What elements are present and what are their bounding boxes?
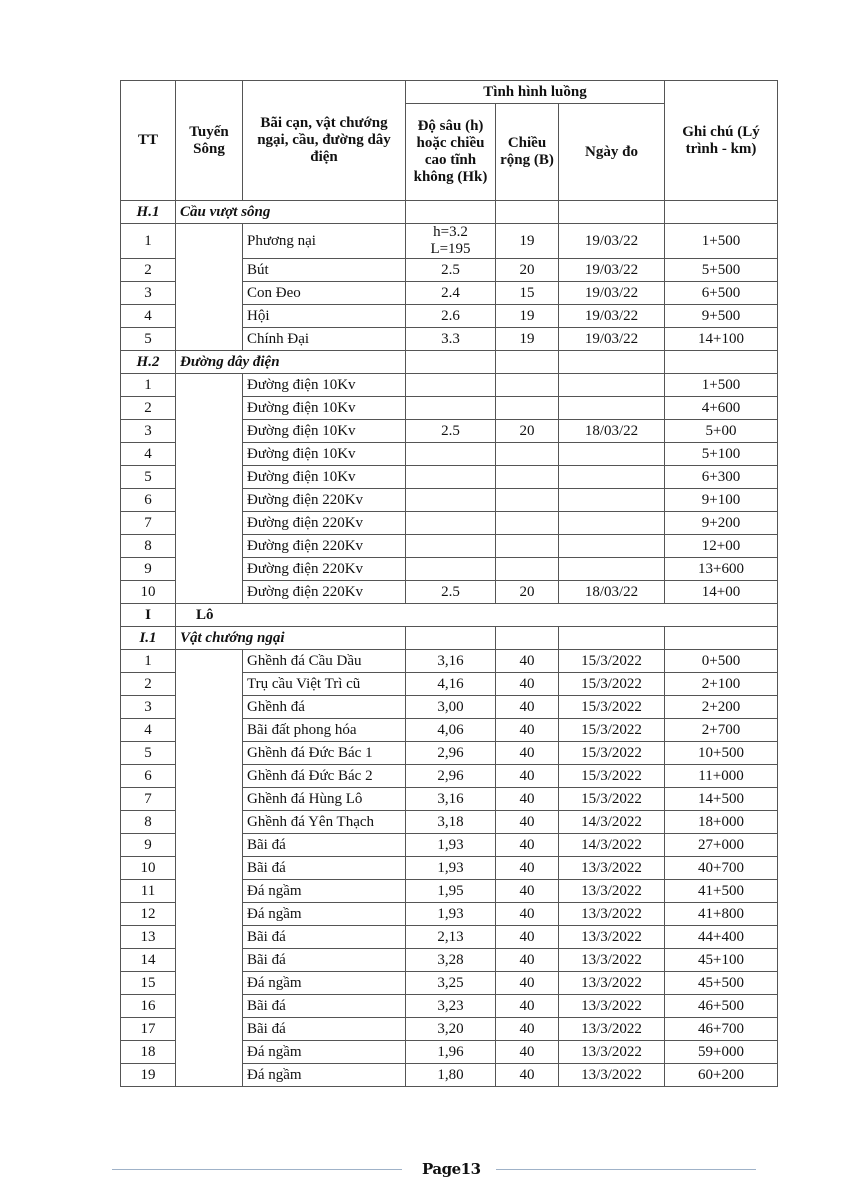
- obstacle-name: Đá ngầm: [243, 880, 406, 903]
- chainage-km: 9+500: [665, 305, 778, 328]
- empty-cell: [665, 201, 778, 224]
- river-route-cell: [176, 374, 243, 604]
- obstacle-name: Phương nại: [243, 224, 406, 259]
- depth-value: [406, 512, 496, 535]
- depth-value: 3,00: [406, 696, 496, 719]
- row-index: 19: [121, 1064, 176, 1087]
- survey-date: 19/03/22: [559, 224, 665, 259]
- section-code: I.1: [121, 627, 176, 650]
- obstacle-name: Đường điện 10Kv: [243, 374, 406, 397]
- river-route-cell: [176, 650, 243, 1087]
- width-value: 40: [496, 719, 559, 742]
- table-row: [121, 224, 778, 259]
- depth-value: 2.6: [406, 305, 496, 328]
- depth-value: 2.5: [406, 259, 496, 282]
- row-index: 3: [121, 420, 176, 443]
- obstacle-name: Đường điện 10Kv: [243, 397, 406, 420]
- row-index: 9: [121, 558, 176, 581]
- section-title: Đường dây điện: [176, 351, 406, 374]
- survey-date: 13/3/2022: [559, 995, 665, 1018]
- width-value: 40: [496, 788, 559, 811]
- depth-value: 2,96: [406, 765, 496, 788]
- chainage-km: 27+000: [665, 834, 778, 857]
- depth-value: 1,95: [406, 880, 496, 903]
- survey-date: 15/3/2022: [559, 788, 665, 811]
- survey-date: 15/3/2022: [559, 765, 665, 788]
- survey-date: 14/3/2022: [559, 811, 665, 834]
- chainage-km: 2+100: [665, 673, 778, 696]
- chainage-km: 9+100: [665, 489, 778, 512]
- footer-rule-right: [496, 1169, 756, 1170]
- width-value: [496, 443, 559, 466]
- depth-value: 4,06: [406, 719, 496, 742]
- row-index: 18: [121, 1041, 176, 1064]
- survey-date: [559, 489, 665, 512]
- depth-value: 3,16: [406, 650, 496, 673]
- depth-value: [406, 466, 496, 489]
- obstacle-name: Ghềnh đá: [243, 696, 406, 719]
- header-tt: TT: [121, 81, 176, 201]
- page-footer: [0, 1160, 849, 1180]
- chainage-km: 10+500: [665, 742, 778, 765]
- table-row: [121, 374, 778, 397]
- obstacle-name: Đường điện 220Kv: [243, 489, 406, 512]
- section-title: Vật chướng ngại: [176, 627, 406, 650]
- chainage-km: 60+200: [665, 1064, 778, 1087]
- header-ngay-do: Ngày đo: [559, 104, 665, 201]
- width-value: [496, 374, 559, 397]
- survey-date: 13/3/2022: [559, 972, 665, 995]
- row-index: 5: [121, 466, 176, 489]
- chainage-km: 5+100: [665, 443, 778, 466]
- row-index: 7: [121, 788, 176, 811]
- row-index: 3: [121, 696, 176, 719]
- width-value: 40: [496, 673, 559, 696]
- chainage-km: 45+100: [665, 949, 778, 972]
- chainage-km: 5+00: [665, 420, 778, 443]
- width-value: 40: [496, 696, 559, 719]
- depth-value: 2.5: [406, 581, 496, 604]
- chainage-km: 14+500: [665, 788, 778, 811]
- header-chieu-rong: Chiều rộng (B): [496, 104, 559, 201]
- obstacle-name: Con Đeo: [243, 282, 406, 305]
- chainage-km: 41+500: [665, 880, 778, 903]
- row-index: 6: [121, 489, 176, 512]
- width-value: 20: [496, 259, 559, 282]
- survey-date: 13/3/2022: [559, 880, 665, 903]
- width-value: 40: [496, 857, 559, 880]
- width-value: 20: [496, 581, 559, 604]
- depth-value: 3,16: [406, 788, 496, 811]
- row-index: 10: [121, 857, 176, 880]
- footer-rule-left: [112, 1169, 402, 1170]
- width-value: 40: [496, 742, 559, 765]
- chainage-km: 46+500: [665, 995, 778, 1018]
- survey-date: [559, 512, 665, 535]
- obstacle-name: Ghềnh đá Yên Thạch: [243, 811, 406, 834]
- obstacle-name: Bãi đá: [243, 995, 406, 1018]
- row-index: 17: [121, 1018, 176, 1041]
- survey-date: 13/3/2022: [559, 1018, 665, 1041]
- row-index: 3: [121, 282, 176, 305]
- width-value: 40: [496, 903, 559, 926]
- obstacle-name: Bãi đá: [243, 857, 406, 880]
- empty-cell: [665, 627, 778, 650]
- chainage-km: 45+500: [665, 972, 778, 995]
- empty-cell: [496, 351, 559, 374]
- obstacle-name: Bãi đá: [243, 949, 406, 972]
- survey-date: 13/3/2022: [559, 1064, 665, 1087]
- obstacle-name: Trụ cầu Việt Trì cũ: [243, 673, 406, 696]
- survey-date: 14/3/2022: [559, 834, 665, 857]
- depth-value: [406, 489, 496, 512]
- section-row: [121, 627, 778, 650]
- depth-value: 3,18: [406, 811, 496, 834]
- width-value: 40: [496, 1041, 559, 1064]
- row-index: 6: [121, 765, 176, 788]
- chainage-km: 13+600: [665, 558, 778, 581]
- section-row: [121, 604, 778, 627]
- chainage-km: 41+800: [665, 903, 778, 926]
- obstacle-name: Hội: [243, 305, 406, 328]
- obstacle-name: Ghềnh đá Đức Bác 1: [243, 742, 406, 765]
- header-tuyen-song: Tuyến Sông: [176, 81, 243, 201]
- depth-value: 4,16: [406, 673, 496, 696]
- chainage-km: 2+200: [665, 696, 778, 719]
- width-value: [496, 397, 559, 420]
- section-code: H.2: [121, 351, 176, 374]
- obstacle-name: Đường điện 10Kv: [243, 443, 406, 466]
- depth-value: 1,80: [406, 1064, 496, 1087]
- row-index: 4: [121, 305, 176, 328]
- empty-cell: [665, 351, 778, 374]
- row-index: 15: [121, 972, 176, 995]
- row-index: 14: [121, 949, 176, 972]
- chainage-km: 40+700: [665, 857, 778, 880]
- header-do-sau: Độ sâu (h) hoặc chiều cao tĩnh không (Hk): [406, 104, 496, 201]
- obstacle-name: Bãi đá: [243, 1018, 406, 1041]
- depth-value: [406, 397, 496, 420]
- page-number: Page13: [422, 1160, 481, 1178]
- survey-date: 15/3/2022: [559, 719, 665, 742]
- width-value: 40: [496, 1018, 559, 1041]
- empty-cell: [496, 627, 559, 650]
- chainage-km: 1+500: [665, 374, 778, 397]
- section-row: [121, 201, 778, 224]
- table-body: [121, 201, 778, 1087]
- chainage-km: 46+700: [665, 1018, 778, 1041]
- survey-date: 15/3/2022: [559, 742, 665, 765]
- depth-value: 3,28: [406, 949, 496, 972]
- survey-date: [559, 466, 665, 489]
- depth-value: 2.5: [406, 420, 496, 443]
- obstacle-name: Bãi đá: [243, 834, 406, 857]
- header-bai-can: Bãi cạn, vật chướng ngại, cầu, đường dây điện: [243, 81, 406, 201]
- survey-date: 15/3/2022: [559, 650, 665, 673]
- obstacle-name: Đường điện 10Kv: [243, 466, 406, 489]
- row-index: 8: [121, 535, 176, 558]
- row-index: 1: [121, 650, 176, 673]
- obstacle-name: Đường điện 220Kv: [243, 558, 406, 581]
- row-index: 12: [121, 903, 176, 926]
- obstacle-name: Đường điện 220Kv: [243, 535, 406, 558]
- section-code: I: [121, 604, 176, 627]
- chainage-km: 6+500: [665, 282, 778, 305]
- depth-value: 1,93: [406, 834, 496, 857]
- row-index: 5: [121, 328, 176, 351]
- survey-date: 18/03/22: [559, 420, 665, 443]
- obstacle-name: Đường điện 220Kv: [243, 581, 406, 604]
- depth-value: [406, 558, 496, 581]
- row-index: 1: [121, 374, 176, 397]
- row-index: 4: [121, 719, 176, 742]
- empty-cell: [559, 201, 665, 224]
- row-index: 2: [121, 673, 176, 696]
- width-value: 15: [496, 282, 559, 305]
- empty-cell: [406, 201, 496, 224]
- obstacle-name: Đường điện 220Kv: [243, 512, 406, 535]
- depth-value: 3,20: [406, 1018, 496, 1041]
- chainage-km: 9+200: [665, 512, 778, 535]
- depth-value: 2.4: [406, 282, 496, 305]
- survey-date: 15/3/2022: [559, 673, 665, 696]
- header-tinh-hinh-luong: Tình hình luồng: [406, 81, 665, 104]
- width-value: 40: [496, 811, 559, 834]
- row-index: 2: [121, 259, 176, 282]
- width-value: 19: [496, 224, 559, 259]
- section-row: [121, 351, 778, 374]
- obstacle-name: Ghềnh đá Hùng Lô: [243, 788, 406, 811]
- chainage-km: 14+100: [665, 328, 778, 351]
- survey-date: [559, 443, 665, 466]
- width-value: 19: [496, 305, 559, 328]
- chainage-km: 0+500: [665, 650, 778, 673]
- chainage-km: 6+300: [665, 466, 778, 489]
- survey-date: 19/03/22: [559, 282, 665, 305]
- width-value: [496, 489, 559, 512]
- chainage-km: 2+700: [665, 719, 778, 742]
- width-value: 40: [496, 880, 559, 903]
- row-index: 5: [121, 742, 176, 765]
- chainage-km: 11+000: [665, 765, 778, 788]
- depth-value: [406, 443, 496, 466]
- chainage-km: 59+000: [665, 1041, 778, 1064]
- survey-date: 13/3/2022: [559, 949, 665, 972]
- depth-value: 1,93: [406, 903, 496, 926]
- river-route-cell: [176, 224, 243, 351]
- depth-value: 3,25: [406, 972, 496, 995]
- depth-value: 2,13: [406, 926, 496, 949]
- width-value: [496, 512, 559, 535]
- survey-date: [559, 535, 665, 558]
- row-index: 16: [121, 995, 176, 1018]
- width-value: [496, 535, 559, 558]
- width-value: 40: [496, 995, 559, 1018]
- row-index: 2: [121, 397, 176, 420]
- chainage-km: 44+400: [665, 926, 778, 949]
- empty-cell: [406, 627, 496, 650]
- empty-cell: [559, 627, 665, 650]
- chainage-km: 4+600: [665, 397, 778, 420]
- width-value: [496, 466, 559, 489]
- width-value: [496, 558, 559, 581]
- depth-value: 1,96: [406, 1041, 496, 1064]
- width-value: 40: [496, 650, 559, 673]
- survey-date: 13/3/2022: [559, 1041, 665, 1064]
- row-index: 7: [121, 512, 176, 535]
- depth-value: 3.3: [406, 328, 496, 351]
- row-index: 8: [121, 811, 176, 834]
- row-index: 13: [121, 926, 176, 949]
- empty-cell: [559, 351, 665, 374]
- depth-value: 3,23: [406, 995, 496, 1018]
- survey-date: [559, 397, 665, 420]
- row-index: 1: [121, 224, 176, 259]
- chainage-km: 5+500: [665, 259, 778, 282]
- depth-value: 2,96: [406, 742, 496, 765]
- survey-date: 13/3/2022: [559, 926, 665, 949]
- obstacle-name: Bãi đất phong hóa: [243, 719, 406, 742]
- depth-value: h=3.2 L=195: [406, 224, 496, 259]
- survey-date: 19/03/22: [559, 305, 665, 328]
- obstacle-name: Bút: [243, 259, 406, 282]
- chainage-km: 14+00: [665, 581, 778, 604]
- obstacle-name: Bãi đá: [243, 926, 406, 949]
- obstacle-name: Đá ngầm: [243, 1041, 406, 1064]
- width-value: 40: [496, 834, 559, 857]
- header-ghi-chu: Ghi chú (Lý trình - km): [665, 81, 778, 201]
- row-index: 11: [121, 880, 176, 903]
- obstacle-name: Đá ngầm: [243, 1064, 406, 1087]
- obstacle-name: Đá ngầm: [243, 972, 406, 995]
- obstacle-name: Chính Đại: [243, 328, 406, 351]
- survey-date: 18/03/22: [559, 581, 665, 604]
- width-value: 40: [496, 949, 559, 972]
- section-title: Cầu vượt sông: [176, 201, 406, 224]
- width-value: 20: [496, 420, 559, 443]
- table-row: [121, 650, 778, 673]
- row-index: 4: [121, 443, 176, 466]
- channel-status-table: [120, 80, 778, 1087]
- survey-date: 19/03/22: [559, 259, 665, 282]
- obstacle-name: Ghềnh đá Đức Bác 2: [243, 765, 406, 788]
- section-code: H.1: [121, 201, 176, 224]
- obstacle-name: Đường điện 10Kv: [243, 420, 406, 443]
- obstacle-name: Đá ngầm: [243, 903, 406, 926]
- obstacle-name: Ghềnh đá Cầu Dầu: [243, 650, 406, 673]
- survey-date: [559, 374, 665, 397]
- width-value: 19: [496, 328, 559, 351]
- survey-date: 15/3/2022: [559, 696, 665, 719]
- empty-cell: [406, 351, 496, 374]
- width-value: 40: [496, 765, 559, 788]
- survey-date: 13/3/2022: [559, 857, 665, 880]
- chainage-km: 1+500: [665, 224, 778, 259]
- row-index: 9: [121, 834, 176, 857]
- width-value: 40: [496, 1064, 559, 1087]
- width-value: 40: [496, 972, 559, 995]
- survey-date: 19/03/22: [559, 328, 665, 351]
- empty-cell: [496, 201, 559, 224]
- width-value: 40: [496, 926, 559, 949]
- chainage-km: 12+00: [665, 535, 778, 558]
- section-title: Lô: [176, 604, 778, 627]
- chainage-km: 18+000: [665, 811, 778, 834]
- survey-date: 13/3/2022: [559, 903, 665, 926]
- survey-date: [559, 558, 665, 581]
- row-index: 10: [121, 581, 176, 604]
- depth-value: 1,93: [406, 857, 496, 880]
- depth-value: [406, 374, 496, 397]
- depth-value: [406, 535, 496, 558]
